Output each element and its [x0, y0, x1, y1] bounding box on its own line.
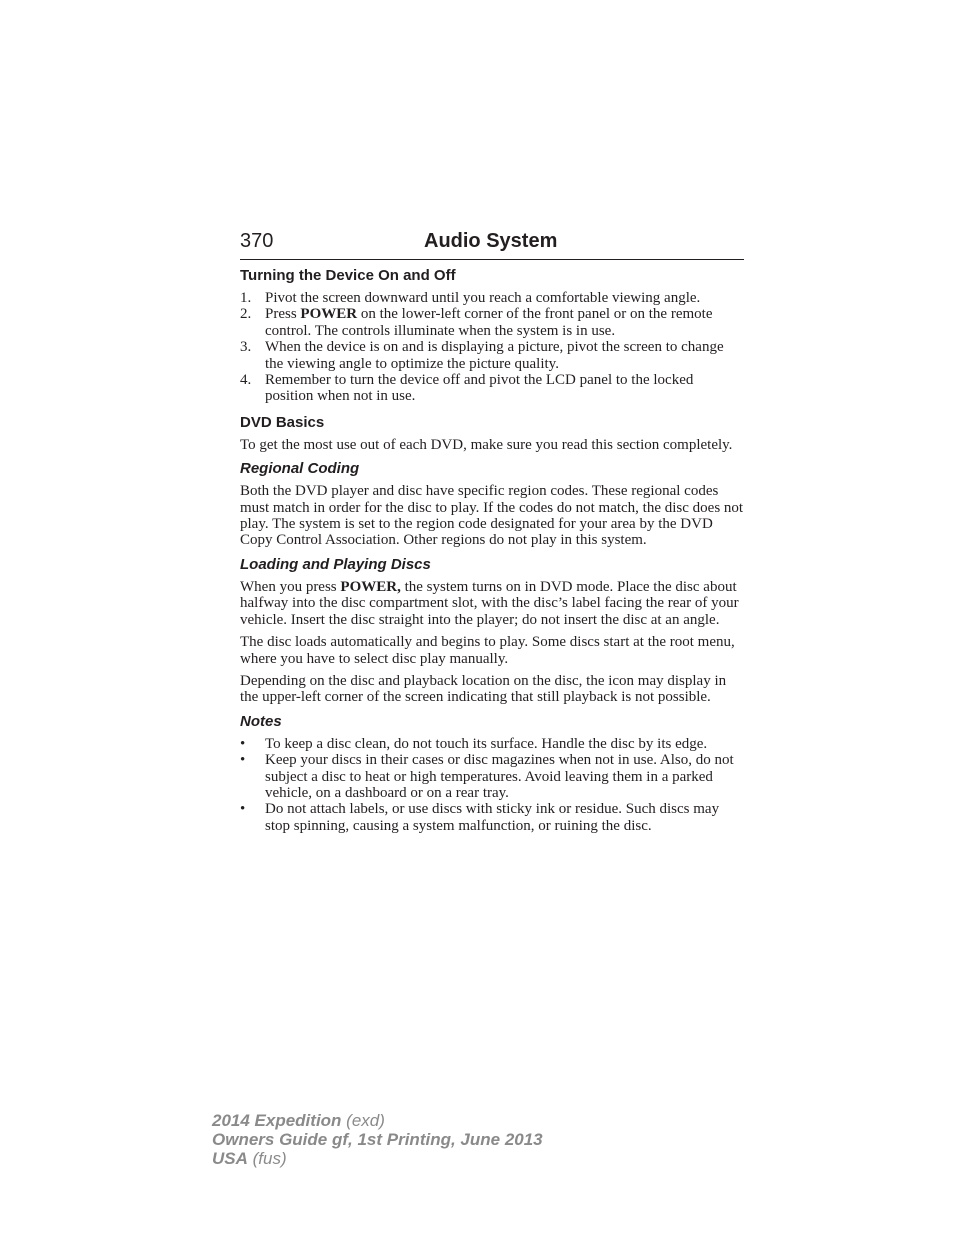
notes-heading: Notes: [240, 712, 282, 730]
page-number: 370: [240, 230, 274, 252]
footer-line-2: Owners Guide gf, 1st Printing, June 2013: [212, 1130, 543, 1149]
list-item: • To keep a disc clean, do not touch its surface. Handle the disc by its edge.: [240, 735, 708, 752]
footer-line-3: USA (fus): [212, 1149, 287, 1168]
bullet-icon: •: [240, 735, 246, 752]
notes-list: [240, 736, 744, 834]
loading-paragraph-2: The disc loads automatically and begins to play. Some discs start at the root menu, where you have to select disc play manually.: [240, 634, 735, 667]
power-keyword: POWER: [300, 306, 358, 323]
turning-heading: Turning the Device On and Off: [240, 267, 456, 284]
regional-coding-heading: Regional Coding: [240, 460, 360, 478]
list-item: 2. Press POWER on the lower-left corner of the front panel or on the remote control. The controls illuminate when the system is in use.: [240, 306, 713, 339]
loading-paragraph-3: Depending on the disc and playback location on the disc, the icon may display in the upper-left corner of the screen indicating that still playback is not possible.: [240, 672, 727, 706]
list-item: • Keep your discs in their cases or disc magazines when not in use. Also, do not subject a disc to heat or high temperatures. Avoid leaving them in a parked vehicle, on a dashboard or on a rear tray.: [240, 752, 734, 801]
dvd-basics-heading: DVD Basics: [240, 413, 325, 431]
section-title: Audio System: [424, 230, 558, 252]
turning-steps-list: [240, 290, 744, 405]
dvd-basics-text: To get the most use out of each DVD, make sure you read this section completely.: [240, 436, 733, 453]
bullet-icon: •: [240, 752, 246, 769]
bullet-icon: •: [240, 801, 246, 818]
footer-line-1: 2014 Expedition (exd): [212, 1111, 385, 1130]
loading-heading: Loading and Playing Discs: [240, 555, 431, 573]
page-header: [240, 229, 744, 260]
list-item: 1. Pivot the screen downward until you reach a comfortable viewing angle.: [240, 290, 701, 306]
loading-paragraph-1: When you press POWER, the system turns on in DVD mode. Place the disc about halfway into the disc compartment slot, with the disc’s label facing the rear of your vehicle. Insert the disc straight into the player; do not insert the disc at an angle.: [240, 578, 739, 628]
list-item: 3. When the device is on and is displaying a picture, pivot the screen to change the viewing angle to optimize the picture quality.: [240, 339, 724, 372]
list-item: 4. Remember to turn the device off and pivot the LCD panel to the locked position when not in use.: [240, 372, 694, 405]
page-content: [240, 266, 744, 834]
regional-coding-text: Both the DVD player and disc have specific region codes. These regional codes must match in order for the disc to play. If the codes do not match, the disc does not play. The system is set to the region code designated for your area by the DVD Copy Control Association. Other regions do not play in this system.: [240, 483, 744, 549]
spacer: [240, 405, 744, 413]
page-footer: [212, 1111, 543, 1168]
power-keyword: POWER,: [340, 578, 401, 595]
list-item: • Do not attach labels, or use discs with sticky ink or residue. Such discs may stop spinning, causing a system malfunction, or ruining the disc.: [240, 801, 720, 834]
